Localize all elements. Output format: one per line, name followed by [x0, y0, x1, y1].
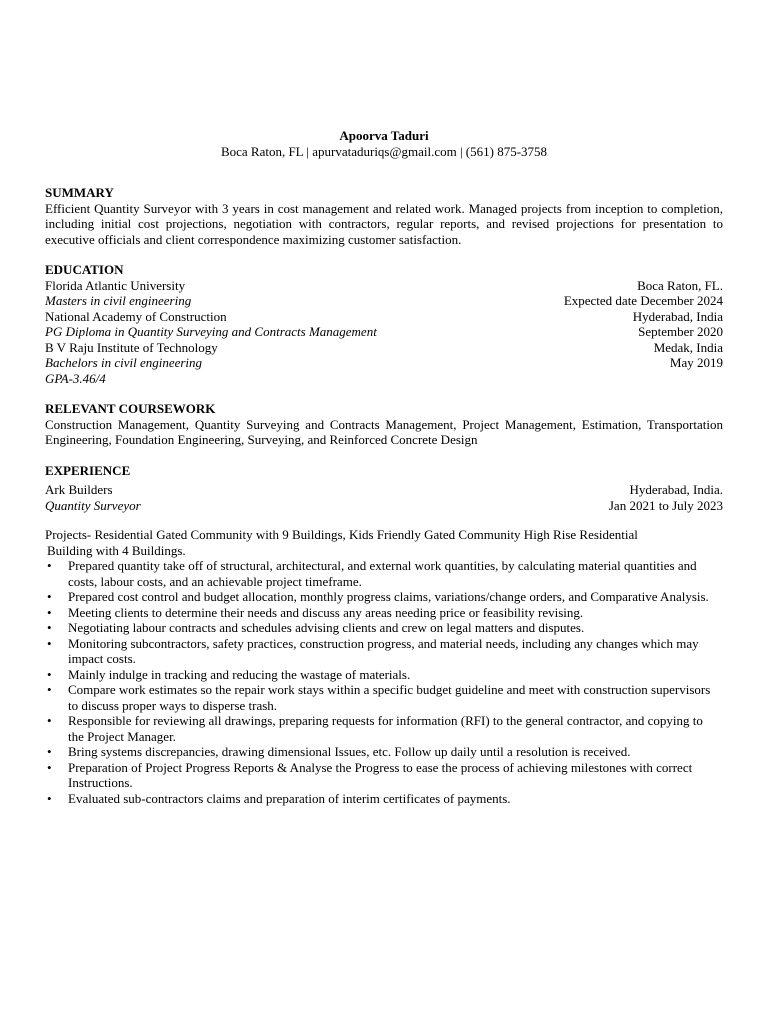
bullet-text: Negotiating labour contracts and schedules advising clients and crew on legal matters and disputes.: [68, 620, 585, 635]
list-item: [45, 636, 715, 667]
list-item: [45, 667, 715, 683]
bullet-icon: •: [47, 744, 52, 759]
list-item: [45, 791, 715, 807]
list-item: [45, 605, 715, 621]
institution-location: Hyderabad, India: [632, 308, 723, 324]
education-row: [45, 340, 723, 356]
bullet-icon: •: [47, 620, 52, 635]
bullet-text: Mainly indulge in tracking and reducing the wastage of materials.: [68, 666, 411, 682]
institution-name: Florida Atlantic University: [45, 277, 186, 293]
list-item: [45, 589, 715, 605]
summary-text: Efficient Quantity Surveyor with 3 years in cost management and related work. Managed projects from inception to completion, including initial cost projections, negotiation with contractors, regular reports, and revised projections for presentation to executive officials and client correspondence maximizing customer satisfaction.: [45, 200, 723, 247]
experience-role-row: [45, 498, 723, 514]
education-row: [45, 324, 723, 340]
degree-name: Bachelors in civil engineering: [45, 355, 203, 370]
bullet-icon: •: [47, 790, 52, 806]
institution-name: National Academy of Construction: [45, 308, 227, 324]
institution-location: Medak, India: [653, 339, 723, 355]
degree-date: Expected date December 2024: [563, 293, 723, 308]
contact-line: Boca Raton, FL | apurvataduriqs@gmail.com | (561) 875-3758: [220, 143, 548, 159]
bullet-icon: •: [47, 635, 52, 651]
list-item: [45, 713, 715, 744]
degree-date: September 2020: [638, 324, 723, 339]
bullet-icon: •: [47, 666, 52, 682]
bullet-text: Meeting clients to determine their needs and discuss any areas needing price or feasibility revising.: [68, 604, 584, 620]
list-item: [45, 744, 715, 760]
bullet-text: Prepared cost control and budget allocation, monthly progress claims, variations/change orders, and Comparative Analysis.: [68, 589, 709, 604]
bullet-icon: •: [47, 558, 52, 573]
coursework-heading: RELEVANT COURSEWORK: [45, 401, 216, 416]
education-list: [45, 278, 723, 387]
experience-company-row: [45, 482, 723, 498]
bullet-text: Prepared quantity take off of structural, architectural, and external work quantities, by calculating material quantities and costs, labour costs, and an achievable project timeframe.: [68, 558, 697, 589]
degree-name: Masters in civil engineering: [45, 293, 192, 308]
coursework-text: Construction Management, Quantity Surveying and Contracts Management, Project Management, Estimation, Transportation Engineering, Foundation Engineering, Surveying, and Reinforced Concrete Design: [45, 416, 723, 447]
projects-line-continued: Building with 4 Buildings.: [47, 542, 186, 558]
company-location: Hyderabad, India.: [629, 482, 723, 497]
education-row: [45, 355, 723, 371]
list-item: [45, 682, 715, 713]
education-row: [45, 278, 723, 294]
resume-content: [45, 128, 723, 806]
job-title: Quantity Surveyor: [45, 497, 141, 513]
list-item: [45, 760, 715, 791]
bullet-icon: •: [47, 682, 52, 697]
bullet-text: Evaluated sub-contractors claims and preparation of interim certificates of payments.: [68, 790, 511, 806]
company-name: Ark Builders: [45, 482, 113, 497]
bullet-icon: •: [47, 604, 52, 620]
bullet-icon: •: [47, 759, 52, 775]
education-heading: EDUCATION: [45, 262, 124, 277]
bullet-text: Bring systems discrepancies, drawing dimensional Issues, etc. Follow up daily until a resolution is received.: [68, 744, 631, 759]
projects-line: Projects- Residential Gated Community with 9 Buildings, Kids Friendly Gated Community High Rise Residential: [45, 527, 638, 542]
experience-bullet-list: [45, 558, 715, 806]
bullet-icon: •: [47, 713, 52, 728]
bullet-text: Compare work estimates so the repair work stays within a specific budget guideline and meet with construction supervisors to discuss proper ways to disperse trash.: [68, 682, 711, 713]
bullet-text: Responsible for reviewing all drawings, preparing requests for information (RFI) to the general contractor, and copying to the Project Manager.: [68, 713, 703, 744]
education-row: [45, 309, 723, 325]
experience-heading: EXPERIENCE: [45, 462, 131, 478]
list-item: [45, 558, 715, 589]
bullet-text: Preparation of Project Progress Reports & Analyse the Progress to ease the process of achieving milestones with correct Instructions.: [68, 759, 693, 790]
degree-name: PG Diploma in Quantity Surveying and Contracts Management: [45, 324, 377, 339]
list-item: [45, 620, 715, 636]
degree-date: May 2019: [669, 355, 723, 370]
education-row: [45, 293, 723, 309]
institution-location: Boca Raton, FL.: [637, 277, 723, 293]
job-dates: Jan 2021 to July 2023: [608, 497, 723, 513]
candidate-name: Apoorva Taduri: [339, 128, 429, 143]
summary-heading: SUMMARY: [45, 185, 114, 200]
bullet-icon: •: [47, 589, 52, 604]
bullet-text: Monitoring subcontractors, safety practices, construction progress, and material needs, including any changes which may impact costs.: [68, 635, 699, 666]
institution-name: B V Raju Institute of Technology: [45, 339, 218, 355]
gpa-text: GPA-3.46/4: [45, 370, 106, 386]
